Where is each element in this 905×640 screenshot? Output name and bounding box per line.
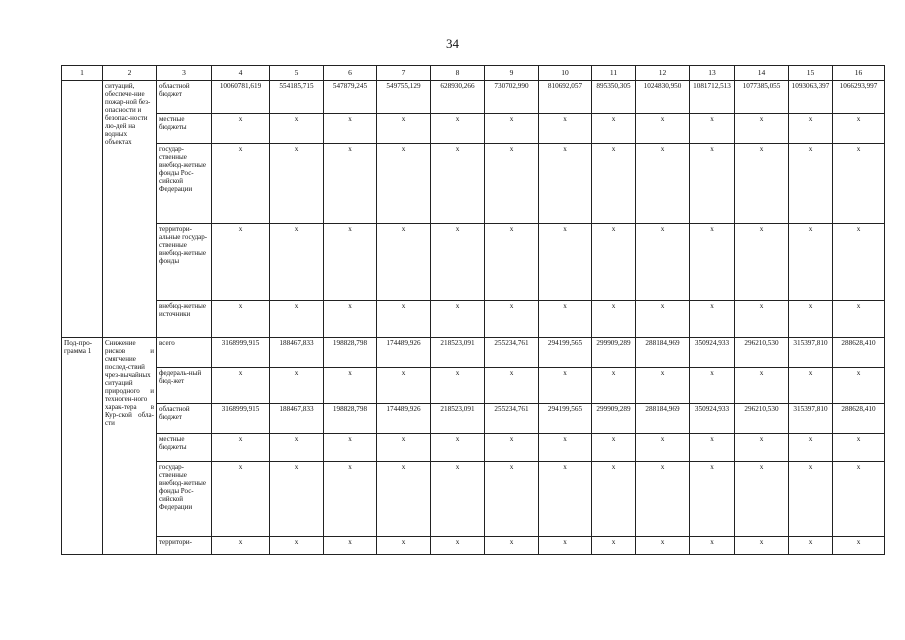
header-cell: 16 bbox=[833, 66, 885, 81]
value-cell: x bbox=[270, 537, 324, 555]
value-cell: x bbox=[485, 434, 539, 462]
program-name-cell: ситуаций, обеспече-ние пожар-ной без-опасности и безопас-ности лю-дей на водных объектах bbox=[103, 81, 157, 338]
value-cell: x bbox=[212, 144, 270, 224]
table-row bbox=[62, 462, 885, 537]
value-cell: 628930,266 bbox=[431, 81, 485, 114]
value-cell: 188467,833 bbox=[270, 404, 324, 434]
value-cell: x bbox=[212, 224, 270, 301]
value-cell: 296210,530 bbox=[735, 338, 789, 368]
value-cell: x bbox=[690, 368, 735, 404]
funding-source-cell: всего bbox=[157, 338, 212, 368]
funding-source-cell: территори-альные государ-ственные внебюд-жетные фонды bbox=[157, 224, 212, 301]
value-cell: x bbox=[789, 537, 833, 555]
value-cell: x bbox=[833, 462, 885, 537]
page-number: 34 bbox=[446, 36, 459, 51]
funding-source-cell: государ-ственные внебюд-жетные фонды Рос-сийской Федерации bbox=[157, 144, 212, 224]
value-cell: 350924,933 bbox=[690, 338, 735, 368]
value-cell: 299909,289 bbox=[592, 404, 636, 434]
value-cell: x bbox=[735, 368, 789, 404]
value-cell: x bbox=[270, 301, 324, 338]
value-cell: x bbox=[636, 462, 690, 537]
value-cell: 294199,565 bbox=[539, 338, 592, 368]
value-cell: 188467,833 bbox=[270, 338, 324, 368]
value-cell: 255234,761 bbox=[485, 404, 539, 434]
value-cell: x bbox=[485, 114, 539, 144]
value-cell: 294199,565 bbox=[539, 404, 592, 434]
value-cell: 198828,798 bbox=[324, 338, 377, 368]
value-cell: x bbox=[833, 537, 885, 555]
value-cell: x bbox=[539, 114, 592, 144]
value-cell: x bbox=[324, 462, 377, 537]
value-cell: x bbox=[592, 462, 636, 537]
table-row bbox=[62, 81, 885, 114]
value-cell: x bbox=[690, 144, 735, 224]
value-cell: x bbox=[735, 537, 789, 555]
budget-table bbox=[61, 65, 885, 555]
value-cell: x bbox=[377, 114, 431, 144]
funding-source-cell: территори- bbox=[157, 537, 212, 555]
funding-source-cell: государ-ственные внебюд-жетные фонды Рос-сийской Федерации bbox=[157, 462, 212, 537]
value-cell: 3168999,915 bbox=[212, 404, 270, 434]
value-cell: 218523,091 bbox=[431, 338, 485, 368]
value-cell: x bbox=[636, 537, 690, 555]
value-cell: x bbox=[833, 368, 885, 404]
value-cell: x bbox=[735, 301, 789, 338]
value-cell: 549755,129 bbox=[377, 81, 431, 114]
value-cell: 288184,969 bbox=[636, 404, 690, 434]
value-cell: x bbox=[270, 144, 324, 224]
value-cell: 315397,810 bbox=[789, 338, 833, 368]
value-cell: x bbox=[833, 114, 885, 144]
value-cell: x bbox=[485, 144, 539, 224]
table-row bbox=[62, 144, 885, 224]
value-cell: x bbox=[485, 462, 539, 537]
funding-source-cell: федераль-ный бюд-жет bbox=[157, 368, 212, 404]
header-cell: 1 bbox=[62, 66, 103, 81]
table-row bbox=[62, 434, 885, 462]
value-cell: x bbox=[539, 224, 592, 301]
header-cell: 3 bbox=[157, 66, 212, 81]
funding-source-cell: местные бюджеты bbox=[157, 434, 212, 462]
value-cell: x bbox=[833, 434, 885, 462]
value-cell: x bbox=[270, 114, 324, 144]
funding-source-cell: областной бюджет bbox=[157, 404, 212, 434]
value-cell: x bbox=[212, 434, 270, 462]
value-cell: x bbox=[592, 144, 636, 224]
value-cell: 10060781,619 bbox=[212, 81, 270, 114]
value-cell: x bbox=[431, 368, 485, 404]
value-cell: x bbox=[789, 301, 833, 338]
value-cell: 3168999,915 bbox=[212, 338, 270, 368]
program-cell bbox=[62, 81, 103, 338]
value-cell: 1024830,950 bbox=[636, 81, 690, 114]
value-cell: x bbox=[789, 434, 833, 462]
value-cell: x bbox=[636, 224, 690, 301]
value-cell: x bbox=[377, 224, 431, 301]
value-cell: x bbox=[212, 114, 270, 144]
value-cell: 810692,057 bbox=[539, 81, 592, 114]
value-cell: x bbox=[592, 224, 636, 301]
value-cell: x bbox=[324, 434, 377, 462]
value-cell: x bbox=[377, 434, 431, 462]
value-cell: x bbox=[431, 537, 485, 555]
value-cell: x bbox=[592, 301, 636, 338]
value-cell: x bbox=[539, 537, 592, 555]
value-cell: x bbox=[592, 537, 636, 555]
value-cell: x bbox=[270, 368, 324, 404]
value-cell: 315397,810 bbox=[789, 404, 833, 434]
value-cell: x bbox=[789, 144, 833, 224]
program-cell: Под-про-грамма 1 bbox=[62, 338, 103, 555]
funding-source-cell: внебюд-жетные источники bbox=[157, 301, 212, 338]
value-cell: 288628,410 bbox=[833, 338, 885, 368]
value-cell: x bbox=[270, 224, 324, 301]
header-cell: 9 bbox=[485, 66, 539, 81]
header-cell: 2 bbox=[103, 66, 157, 81]
header-cell: 10 bbox=[539, 66, 592, 81]
value-cell: x bbox=[636, 114, 690, 144]
value-cell: x bbox=[735, 144, 789, 224]
funding-source-cell: областной бюджет bbox=[157, 81, 212, 114]
value-cell: x bbox=[735, 224, 789, 301]
value-cell: x bbox=[270, 434, 324, 462]
header-cell: 13 bbox=[690, 66, 735, 81]
table-row bbox=[62, 114, 885, 144]
header-cell: 4 bbox=[212, 66, 270, 81]
value-cell: x bbox=[690, 462, 735, 537]
value-cell: 218523,091 bbox=[431, 404, 485, 434]
value-cell: x bbox=[485, 368, 539, 404]
value-cell: x bbox=[636, 144, 690, 224]
value-cell: x bbox=[690, 537, 735, 555]
value-cell: x bbox=[324, 301, 377, 338]
value-cell: 299909,289 bbox=[592, 338, 636, 368]
value-cell: x bbox=[690, 114, 735, 144]
value-cell: x bbox=[324, 114, 377, 144]
value-cell: x bbox=[539, 144, 592, 224]
value-cell: x bbox=[431, 224, 485, 301]
value-cell: 255234,761 bbox=[485, 338, 539, 368]
value-cell: 1077385,055 bbox=[735, 81, 789, 114]
value-cell: x bbox=[377, 368, 431, 404]
value-cell: 296210,530 bbox=[735, 404, 789, 434]
value-cell: 174489,926 bbox=[377, 404, 431, 434]
value-cell: x bbox=[485, 224, 539, 301]
value-cell: x bbox=[539, 434, 592, 462]
header-cell: 12 bbox=[636, 66, 690, 81]
value-cell: x bbox=[431, 301, 485, 338]
value-cell: x bbox=[539, 368, 592, 404]
header-cell: 14 bbox=[735, 66, 789, 81]
value-cell: x bbox=[735, 114, 789, 144]
value-cell: 547879,245 bbox=[324, 81, 377, 114]
table-row bbox=[62, 537, 885, 555]
value-cell: x bbox=[636, 301, 690, 338]
value-cell: x bbox=[690, 301, 735, 338]
value-cell: 554185,715 bbox=[270, 81, 324, 114]
value-cell: x bbox=[592, 368, 636, 404]
value-cell: x bbox=[431, 114, 485, 144]
value-cell: x bbox=[789, 224, 833, 301]
value-cell: x bbox=[431, 434, 485, 462]
value-cell: 288184,969 bbox=[636, 338, 690, 368]
value-cell: x bbox=[592, 114, 636, 144]
value-cell: x bbox=[485, 301, 539, 338]
value-cell: x bbox=[735, 434, 789, 462]
value-cell: x bbox=[539, 301, 592, 338]
header-cell: 7 bbox=[377, 66, 431, 81]
value-cell: 1081712,513 bbox=[690, 81, 735, 114]
value-cell: x bbox=[690, 434, 735, 462]
value-cell: 288628,410 bbox=[833, 404, 885, 434]
value-cell: 1093063,397 bbox=[789, 81, 833, 114]
value-cell: x bbox=[324, 368, 377, 404]
value-cell: x bbox=[431, 462, 485, 537]
header-cell: 8 bbox=[431, 66, 485, 81]
value-cell: x bbox=[212, 537, 270, 555]
value-cell: x bbox=[636, 434, 690, 462]
value-cell: 198828,798 bbox=[324, 404, 377, 434]
table-row bbox=[62, 301, 885, 338]
value-cell: x bbox=[539, 462, 592, 537]
header-cell: 11 bbox=[592, 66, 636, 81]
table-row bbox=[62, 368, 885, 404]
table-row bbox=[62, 338, 885, 368]
table-row bbox=[62, 224, 885, 301]
value-cell: x bbox=[270, 462, 324, 537]
value-cell: x bbox=[789, 462, 833, 537]
header-cell: 15 bbox=[789, 66, 833, 81]
value-cell: 895350,305 bbox=[592, 81, 636, 114]
value-cell: x bbox=[690, 224, 735, 301]
table-row bbox=[62, 404, 885, 434]
value-cell: x bbox=[833, 144, 885, 224]
value-cell: x bbox=[377, 462, 431, 537]
value-cell: x bbox=[377, 537, 431, 555]
value-cell: x bbox=[324, 144, 377, 224]
value-cell: x bbox=[789, 114, 833, 144]
value-cell: x bbox=[324, 537, 377, 555]
program-name-cell: Снижение рисков и смягчение послед-ствий чрез-вычайных ситуаций природного и техноген-ного харак-тера в Кур-ской обла-сти bbox=[103, 338, 157, 555]
value-cell: 1066293,997 bbox=[833, 81, 885, 114]
value-cell: 174489,926 bbox=[377, 338, 431, 368]
header-row bbox=[62, 66, 885, 81]
value-cell: x bbox=[592, 434, 636, 462]
value-cell: x bbox=[789, 368, 833, 404]
value-cell: x bbox=[377, 301, 431, 338]
value-cell: x bbox=[212, 301, 270, 338]
value-cell: x bbox=[636, 368, 690, 404]
header-cell: 6 bbox=[324, 66, 377, 81]
value-cell: x bbox=[431, 144, 485, 224]
value-cell: x bbox=[735, 462, 789, 537]
value-cell: x bbox=[377, 144, 431, 224]
value-cell: x bbox=[833, 224, 885, 301]
value-cell: 730702,990 bbox=[485, 81, 539, 114]
value-cell: 350924,933 bbox=[690, 404, 735, 434]
value-cell: x bbox=[485, 537, 539, 555]
funding-source-cell: местные бюджеты bbox=[157, 114, 212, 144]
value-cell: x bbox=[833, 301, 885, 338]
value-cell: x bbox=[324, 224, 377, 301]
value-cell: x bbox=[212, 462, 270, 537]
value-cell: x bbox=[212, 368, 270, 404]
header-cell: 5 bbox=[270, 66, 324, 81]
